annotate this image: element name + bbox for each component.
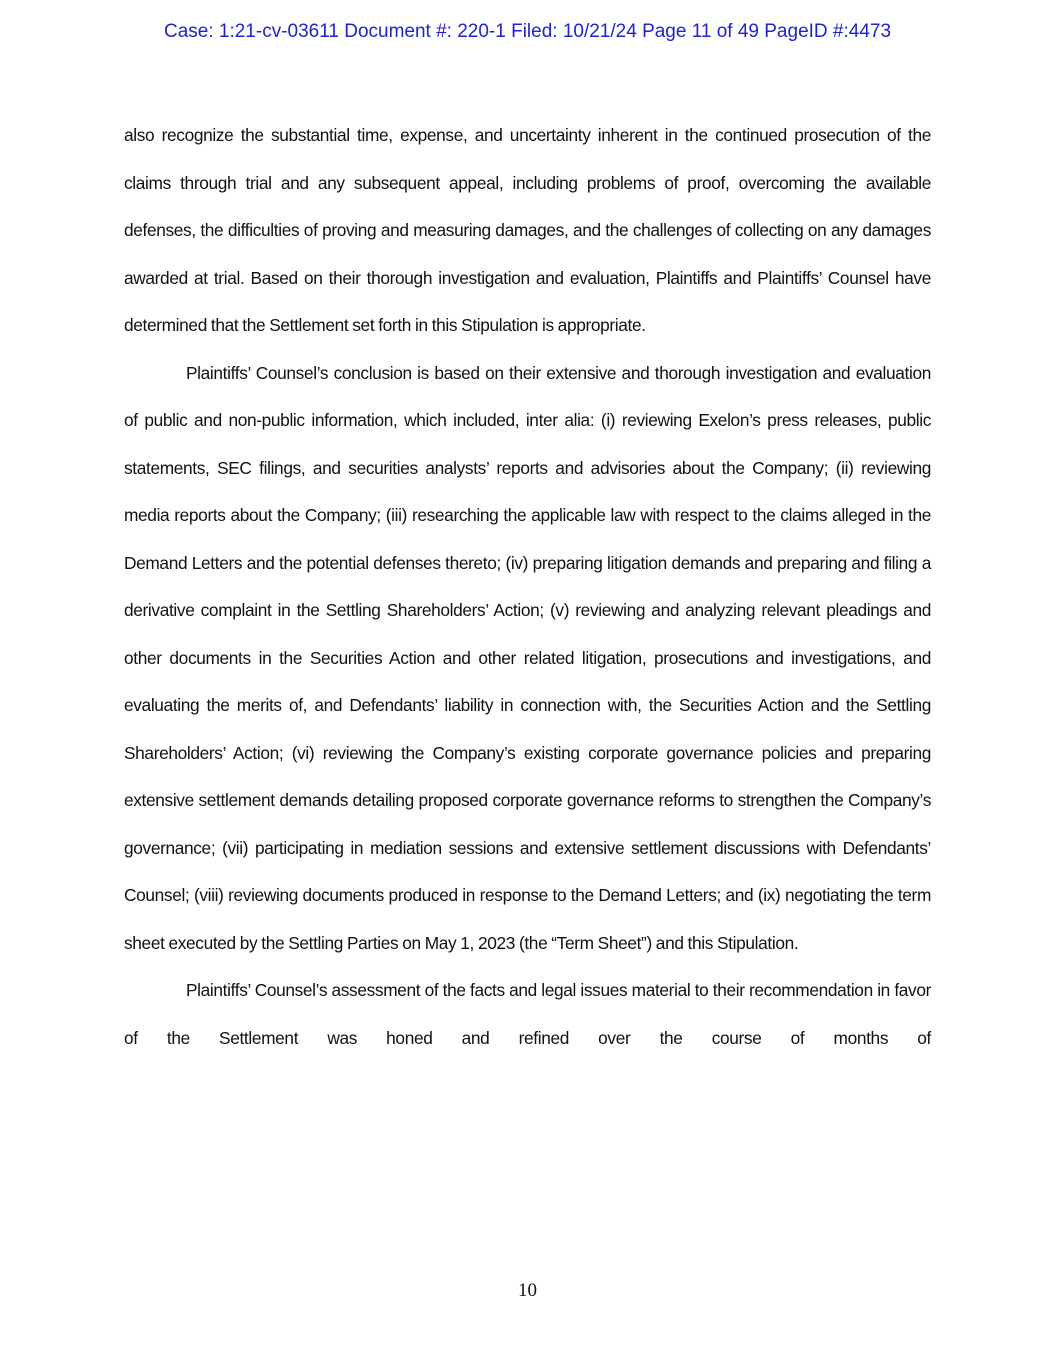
document-body (124, 112, 931, 1062)
paragraph-counsel-conclusion: Plaintiffs’ Counsel’s conclusion is based on their extensive and thorough investigation and evaluation of public and non-public information, which included, inter alia: (i) reviewing Exelon’s press releases, public statements, SEC filings, and securities analysts’ reports and advisories about the Company; (ii) reviewing media reports about the Company; (iii) researching the applicable law with respect to the claims alleged in the Demand Letters and the potential defenses thereto; (iv) preparing litigation demands and preparing and filing a derivative complaint in the Settling Shareholders’ Action; (v) reviewing and analyzing relevant pleadings and other documents in the Securities Action and other related litigation, prosecutions and investigations, and evaluating the merits of, and Defendants’ liability in connection with, the Securities Action and the Settling Shareholders’ Action; (vi) reviewing the Company’s existing corporate governance policies and preparing extensive settlement demands detailing proposed corporate governance reforms to strengthen the Company’s governance; (vii) participating in mediation sessions and extensive settlement discussions with Defendants’ Counsel; (viii) reviewing documents produced in response to the Demand Letters; and (ix) negotiating the term sheet executed by the Settling Parties on May 1, 2023 (the “Term Sheet”) and this Stipulation. (124, 362, 931, 953)
page-number: 10 (518, 1280, 537, 1301)
paragraph-continuation: also recognize the substantial time, expense, and uncertainty inherent in the continued prosecution of the claims through trial and any subsequent appeal, including problems of proof, overcoming the available defenses, the difficulties of proving and measuring damages, and the challenges of collecting on any damages awarded at trial. Based on their thorough investigation and evaluation, Plaintiffs and Plaintiffs’ Counsel have determined that the Settlement set forth in this Stipulation is appropriate. (124, 125, 931, 335)
case-header: Case: 1:21-cv-03611 Document #: 220-1 Filed: 10/21/24 Page 11 of 49 PageID #:4473 (163, 21, 892, 42)
paragraph-counsel-assessment: Plaintiffs’ Counsel’s assessment of the facts and legal issues material to their recommendation in favor of the Settlement was honed and refined over the course of months of (124, 980, 931, 1048)
